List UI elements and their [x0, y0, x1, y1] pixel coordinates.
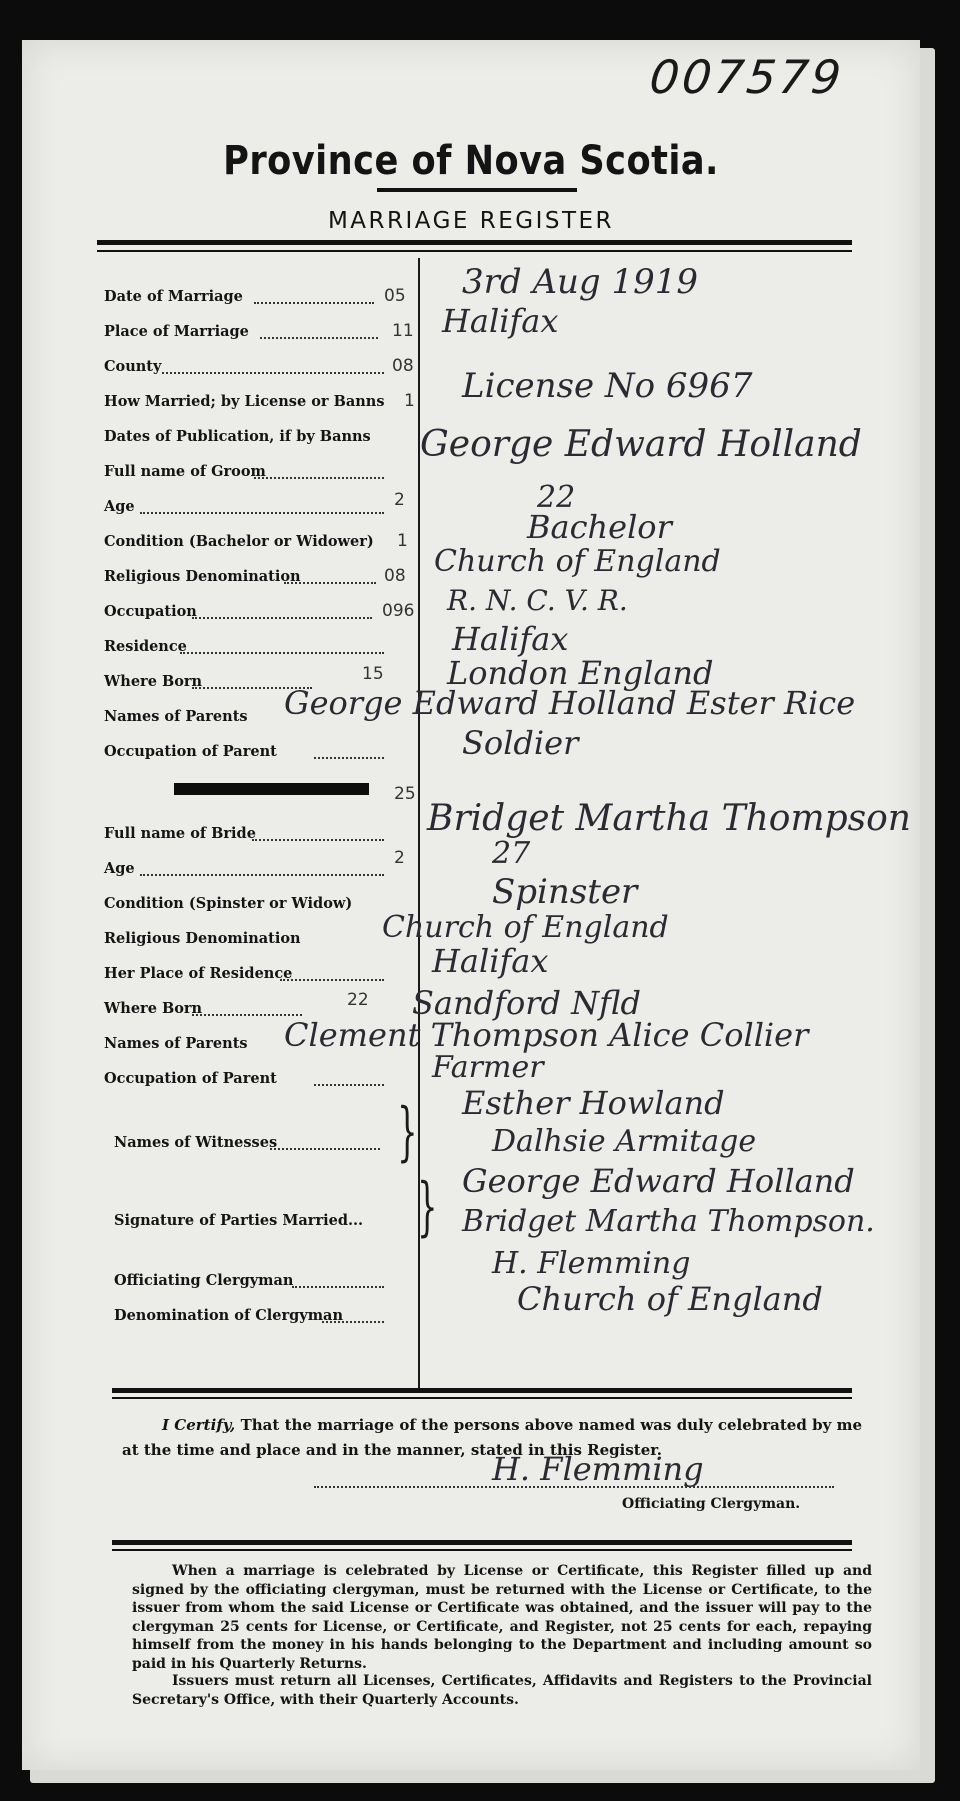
- field-label: Denomination of Clergyman: [114, 1307, 343, 1324]
- signatures-label: Signature of Parties Married...: [114, 1212, 364, 1229]
- dot-leader: [254, 477, 384, 479]
- dot-leader: [254, 302, 374, 304]
- field-label: Officiating Clergyman: [114, 1272, 294, 1289]
- field-value: Halifax: [452, 620, 569, 658]
- field-value: Soldier: [462, 724, 579, 762]
- field-label: Place of Marriage: [104, 323, 249, 340]
- field-value: Halifax: [432, 942, 549, 980]
- field-label: Occupation: [104, 603, 197, 620]
- dot-leader: [280, 979, 384, 981]
- stat-code: 15: [362, 664, 384, 684]
- field-label: Dates of Publication, if by Banns: [104, 428, 371, 445]
- stat-code: 08: [384, 566, 406, 586]
- field-value: Bachelor: [527, 508, 672, 546]
- witness-name: Dalhsie Armitage: [492, 1124, 757, 1159]
- field-value: George Edward Holland Ester Rice: [284, 684, 856, 722]
- field-value: Halifax: [442, 302, 559, 340]
- field-label: Age: [104, 498, 135, 515]
- certify-rule: [112, 1388, 852, 1393]
- field-value: London England: [447, 654, 714, 692]
- field-value: Farmer: [432, 1050, 544, 1085]
- field-value: 22: [537, 480, 576, 515]
- notice-rule: [112, 1540, 852, 1545]
- instructions-notice-2: [132, 1672, 872, 1709]
- header-rule: [97, 240, 852, 245]
- field-label: Religious Denomination: [104, 568, 301, 585]
- field-label: Names of Parents: [104, 1035, 248, 1052]
- header-rule-thin: [97, 250, 852, 252]
- register-form: [22, 40, 920, 1770]
- field-label: County: [104, 358, 162, 375]
- witness-name: Esther Howland: [462, 1084, 725, 1122]
- dot-leader: [322, 1321, 384, 1323]
- field-value: 27: [492, 836, 531, 871]
- stat-code: 1: [404, 391, 415, 411]
- stat-code: 1: [397, 531, 408, 551]
- stat-code: 08: [392, 356, 414, 376]
- bride-signature: Bridget Martha Thompson.: [462, 1204, 875, 1239]
- field-label: Condition (Bachelor or Widower): [104, 533, 374, 550]
- field-value: Bridget Martha Thompson: [427, 798, 911, 839]
- stat-code: 22: [347, 990, 369, 1010]
- field-value: Spinster: [492, 872, 638, 912]
- field-label: Where Born: [104, 1000, 203, 1017]
- field-label: Her Place of Residence: [104, 965, 293, 982]
- dot-leader: [314, 757, 384, 759]
- notice-rule-thin: [112, 1549, 852, 1551]
- dot-leader: [252, 839, 384, 841]
- field-value: Clement Thompson Alice Collier: [284, 1016, 809, 1054]
- dot-leader: [292, 1286, 384, 1288]
- dot-leader: [162, 372, 384, 374]
- field-value: R. N. C. V. R.: [447, 584, 628, 617]
- stat-code: 25: [394, 784, 416, 804]
- field-label: Date of Marriage: [104, 288, 243, 305]
- dot-leader: [260, 337, 378, 339]
- notice-text: When a marriage is celebrated by License or Certificate, this Register filled up and signed by the officiating clergyman, must be returned with the License or Certificate, to the issuer from whom the said License or Certificate was obtained, and the issuer will pay to the clergyman 25 cents for License, or Certificate, and Register, not 25 cents for each, repaying himself from the money in his hands belonging to the Department and including amount so paid in his Quarterly Returns.: [132, 1563, 872, 1672]
- field-label: Where Born: [104, 673, 203, 690]
- brace: }: [417, 1170, 438, 1244]
- notice2-text: Issuers must return all Licenses, Certificates, Affidavits and Registers to the Provincial Secretary's Office, with their Quarterly Accounts.: [132, 1673, 872, 1708]
- clergy-signature: H. Flemming: [492, 1450, 704, 1488]
- form-subtitle: MARRIAGE REGISTER: [327, 208, 615, 234]
- stat-code: 2: [394, 848, 405, 868]
- stat-code: 05: [384, 286, 406, 306]
- signature-line: [314, 1486, 834, 1488]
- field-label: Residence: [104, 638, 187, 655]
- dot-leader: [270, 1148, 380, 1150]
- stat-code: 2: [394, 490, 405, 510]
- field-label: Full name of Bride: [104, 825, 256, 842]
- field-label: Occupation of Parent: [104, 743, 277, 760]
- stat-code: 11: [392, 321, 414, 341]
- field-value: License No 6967: [462, 366, 753, 406]
- field-value: Church of England: [434, 544, 721, 579]
- dot-leader: [140, 874, 384, 876]
- field-label: Full name of Groom: [104, 463, 266, 480]
- field-label: Names of Parents: [104, 708, 248, 725]
- certify-lead: I Certify,: [162, 1416, 236, 1434]
- stat-code: 096: [382, 601, 415, 621]
- title-divider: [377, 188, 577, 192]
- field-value: 3rd Aug 1919: [462, 262, 699, 302]
- field-label: Condition (Spinster or Widow): [104, 895, 353, 912]
- officiating-label: Officiating Clergyman.: [622, 1496, 801, 1512]
- field-label: Age: [104, 860, 135, 877]
- field-label: Occupation of Parent: [104, 1070, 277, 1087]
- dot-leader: [314, 1084, 384, 1086]
- instructions-notice: [132, 1562, 872, 1673]
- field-label: Religious Denomination: [104, 930, 301, 947]
- clergy-name: H. Flemming: [492, 1246, 691, 1281]
- certify-text: That the marriage of the persons above named was duly celebrated by me at the time and place and in the manner, stated in this Register.: [122, 1416, 862, 1459]
- dot-leader: [180, 652, 384, 654]
- dot-leader: [284, 582, 376, 584]
- witnesses-label: Names of Witnesses: [114, 1134, 278, 1151]
- certify-rule-thin: [112, 1397, 852, 1399]
- page-title: Province of Nova Scotia.: [223, 138, 719, 184]
- dot-leader: [192, 617, 372, 619]
- clergy-denomination: Church of England: [517, 1280, 823, 1318]
- bride-section-bar: [174, 783, 369, 795]
- field-value: Sandford Nfld: [412, 984, 641, 1022]
- groom-signature: George Edward Holland: [462, 1162, 855, 1200]
- field-value: Church of England: [382, 910, 669, 945]
- brace: }: [397, 1095, 418, 1169]
- register-number: 007579: [647, 50, 847, 104]
- field-label: How Married; by License or Banns: [104, 393, 385, 410]
- field-value: George Edward Holland: [420, 424, 862, 465]
- dot-leader: [140, 512, 384, 514]
